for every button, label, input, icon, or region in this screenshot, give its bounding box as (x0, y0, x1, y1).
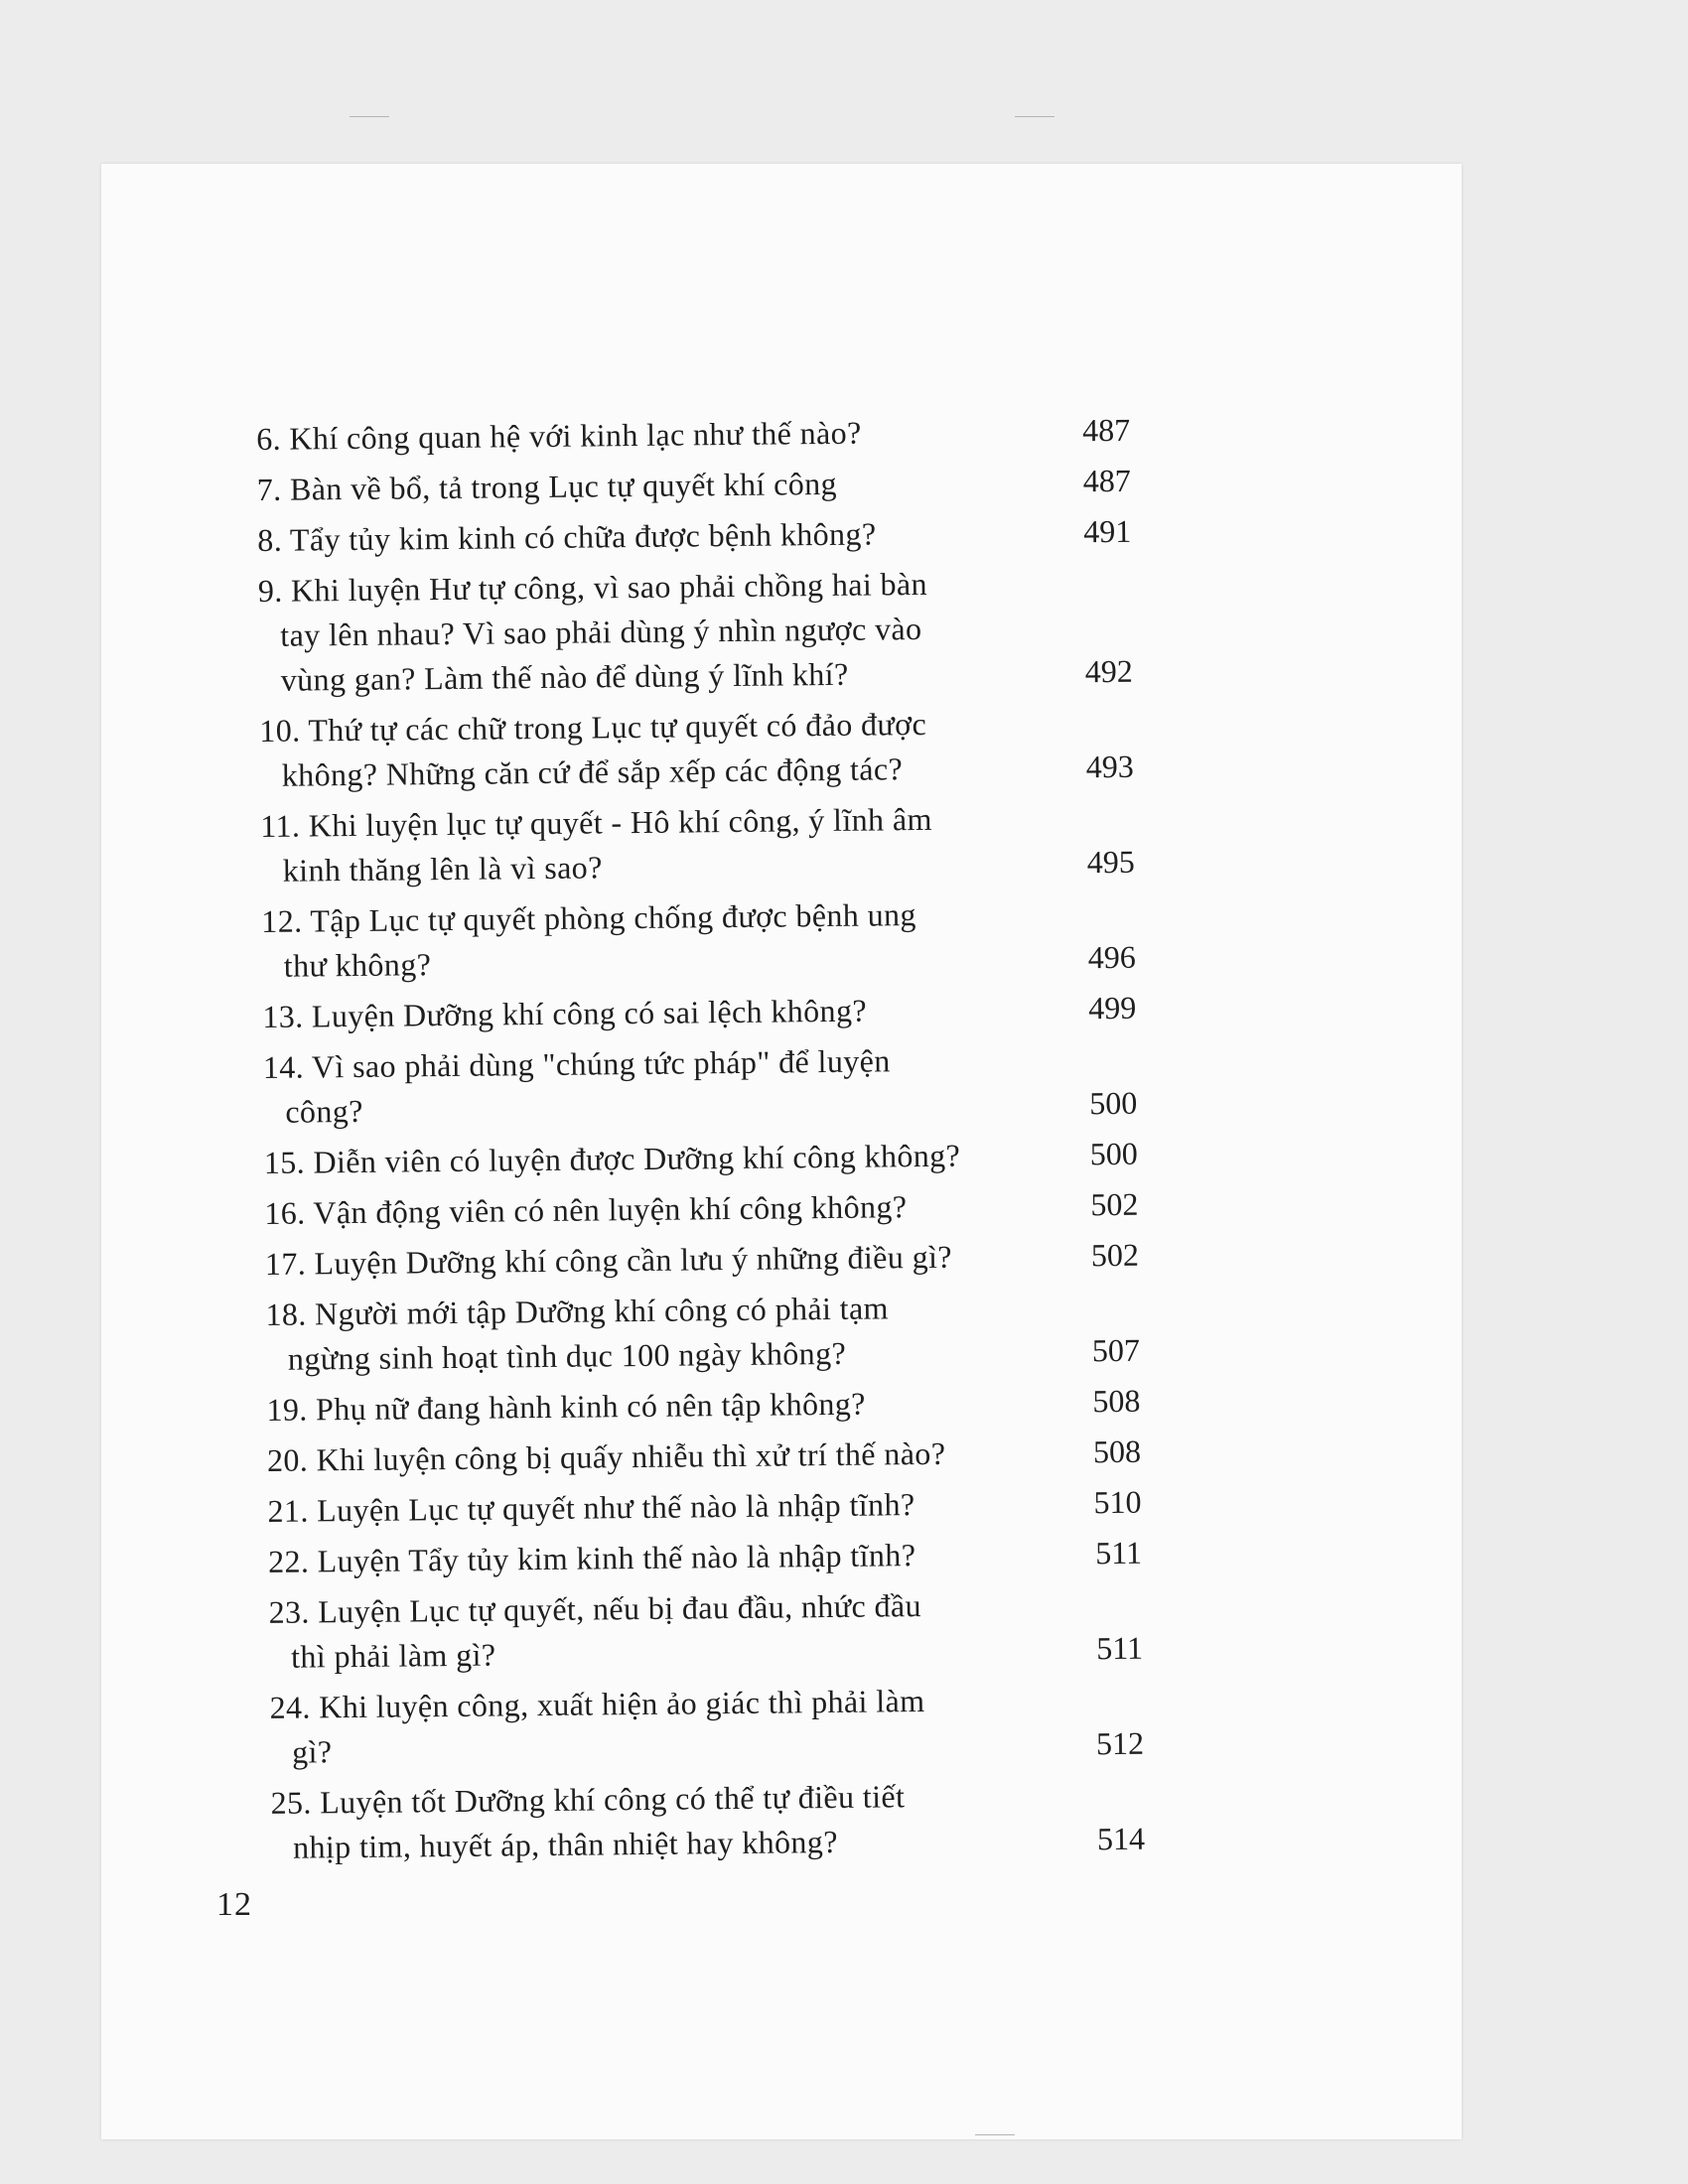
toc-entry-page-number: 507 (1091, 1331, 1141, 1369)
toc-entry-line: 13. Luyện Dưỡng khí công có sai lệch không? (262, 992, 868, 1034)
toc-entry (261, 890, 1136, 989)
toc-entry (267, 1430, 1141, 1483)
toc-entry (260, 795, 1135, 893)
toc-entry-page-number: 511 (1096, 1629, 1144, 1667)
toc-entry-page-number: 493 (1085, 748, 1134, 785)
toc-entry (265, 1284, 1140, 1382)
toc-entry (257, 509, 1131, 563)
toc-entry-page-number: 508 (1092, 1382, 1141, 1420)
toc-entry (264, 1182, 1138, 1236)
toc-entry-line: 18. Người mới tập Dưỡng khí công có phải tạm (265, 1290, 890, 1332)
toc-entry-line: gì? (291, 1733, 333, 1770)
toc-entry (268, 1531, 1142, 1584)
toc-entry-title (257, 509, 1071, 563)
toc-entry-line: kinh thăng lên là vì sao? (282, 849, 603, 888)
toc-entry (270, 1772, 1145, 1870)
toc-entry-page-number: 496 (1087, 938, 1136, 976)
toc-entry (268, 1581, 1143, 1680)
toc-entry-page-number: 487 (1081, 411, 1131, 449)
toc-entry-line: 11. Khi luyện lục tự quyết - Hô khí công, ý lĩnh âm (260, 800, 932, 844)
toc-entry-title (259, 700, 1074, 798)
toc-entry-page-number: 500 (1089, 1084, 1138, 1122)
toc-entry-line: thư không? (283, 946, 432, 984)
toc-entry (265, 1233, 1139, 1287)
toc-entry-line: vùng gan? Làm thế nào để dùng ý lĩnh khí? (280, 655, 849, 698)
toc-entry-line: 25. Luyện tốt Dưỡng khí công có thể tự điều tiết (270, 1778, 906, 1821)
toc-entry-page-number: 492 (1084, 652, 1133, 690)
toc-entry (267, 1480, 1141, 1534)
toc-entry-line: công? (285, 1092, 363, 1130)
toc-entry-page-number: 499 (1088, 989, 1137, 1026)
scan-mark (350, 116, 389, 117)
toc-entry-page-number: 502 (1090, 1185, 1139, 1223)
toc-entry-title (257, 459, 1071, 512)
toc-entry-line: 7. Bàn về bổ, tả trong Lục tự quyết khí công (256, 465, 838, 507)
toc-entry-title (264, 1132, 1078, 1185)
toc-entry-title (269, 1677, 1084, 1775)
toc-entry-page-number: 508 (1092, 1433, 1142, 1470)
toc-entry (257, 459, 1131, 512)
toc-entry (262, 986, 1136, 1039)
toc-entry-title (258, 560, 1073, 703)
toc-entry-title (270, 1772, 1085, 1870)
toc-entry-page-number: 510 (1093, 1483, 1142, 1521)
toc-entry-line: thì phải làm gì? (290, 1636, 496, 1675)
toc-entry-title (267, 1430, 1081, 1483)
toc-entry-title (268, 1531, 1082, 1584)
toc-entry-line: 22. Luyện Tẩy tủy kim kinh thế nào là nhập tĩnh? (267, 1537, 916, 1579)
toc-entry-page-number: 500 (1089, 1135, 1139, 1172)
toc-entry (259, 700, 1134, 798)
toc-entry-line: 24. Khi luyện công, xuất hiện ảo giác thì phải làm (269, 1683, 925, 1725)
toc-entry-line: 10. Thứ tự các chữ trong Lục tự quyết có đảo được (259, 705, 927, 749)
toc-entry-page-number: 512 (1095, 1724, 1145, 1762)
table-of-contents (256, 408, 1145, 1876)
toc-entry-line: 16. Vận động viên có nên luyện khí công không? (264, 1188, 908, 1231)
toc-entry-line: 12. Tập Lục tự quyết phòng chống được bệnh ung (261, 896, 917, 939)
toc-entry-title (267, 1480, 1081, 1534)
toc-entry-line: 17. Luyện Dưỡng khí công cần lưu ý những điều gì? (264, 1238, 953, 1282)
toc-entry (266, 1379, 1140, 1433)
toc-entry-page-number: 511 (1095, 1534, 1143, 1571)
toc-entry-title (261, 890, 1076, 989)
toc-entry-line: 15. Diễn viên có luyện được Dưỡng khí công không? (263, 1137, 961, 1180)
toc-entry-page-number: 491 (1083, 512, 1132, 550)
toc-entry (256, 408, 1130, 462)
toc-entry-line: 19. Phụ nữ đang hành kinh có nên tập không? (266, 1385, 866, 1428)
toc-entry-title (264, 1182, 1078, 1236)
toc-entry-page-number: 514 (1096, 1820, 1146, 1857)
toc-entry-title (266, 1379, 1080, 1433)
scan-mark (975, 2134, 1015, 2135)
toc-entry-title (268, 1581, 1083, 1680)
toc-entry-title (260, 795, 1075, 893)
scan-mark (1015, 116, 1055, 117)
toc-entry-line: 20. Khi luyện công bị quấy nhiễu thì xử trí thế nào? (266, 1434, 946, 1478)
toc-entry-line: không? Những căn cứ để sắp xếp các động tác? (281, 751, 904, 793)
toc-entry-line: 9. Khi luyện Hư tự công, vì sao phải chồng hai bàn (257, 565, 928, 609)
toc-entry (264, 1132, 1138, 1185)
toc-entry-line: nhịp tim, huyết áp, thân nhiệt hay không? (292, 1823, 838, 1865)
toc-entry-title (263, 1036, 1078, 1135)
toc-entry (263, 1036, 1138, 1135)
toc-entry-line: tay lên nhau? Vì sao phải dùng ý nhìn ngược vào (280, 610, 922, 653)
toc-entry-page-number: 495 (1086, 843, 1135, 881)
toc-entry-title (262, 986, 1076, 1039)
toc-entry-line: 23. Luyện Lục tự quyết, nếu bị đau đầu, nhức đầu (268, 1587, 922, 1630)
toc-entry-title (265, 1284, 1080, 1382)
page-number: 12 (216, 1886, 252, 1923)
toc-entry (269, 1677, 1144, 1775)
toc-entry-title (256, 408, 1070, 462)
toc-entry (258, 560, 1133, 703)
toc-entry-line: ngừng sinh hoạt tình dục 100 ngày không? (287, 1334, 847, 1377)
toc-entry-line: 14. Vì sao phải dùng "chúng tức pháp" để luyện (262, 1042, 891, 1085)
toc-entry-line: 21. Luyện Lục tự quyết như thế nào là nhập tĩnh? (267, 1486, 915, 1529)
toc-entry-line: 8. Tẩy tủy kim kinh có chữa được bệnh không? (257, 515, 877, 558)
toc-entry-page-number: 502 (1090, 1236, 1140, 1274)
toc-entry-page-number: 487 (1082, 462, 1131, 499)
toc-entry-line: 6. Khí công quan hệ với kinh lạc như thế nào? (256, 414, 862, 457)
toc-entry-title (265, 1233, 1079, 1287)
